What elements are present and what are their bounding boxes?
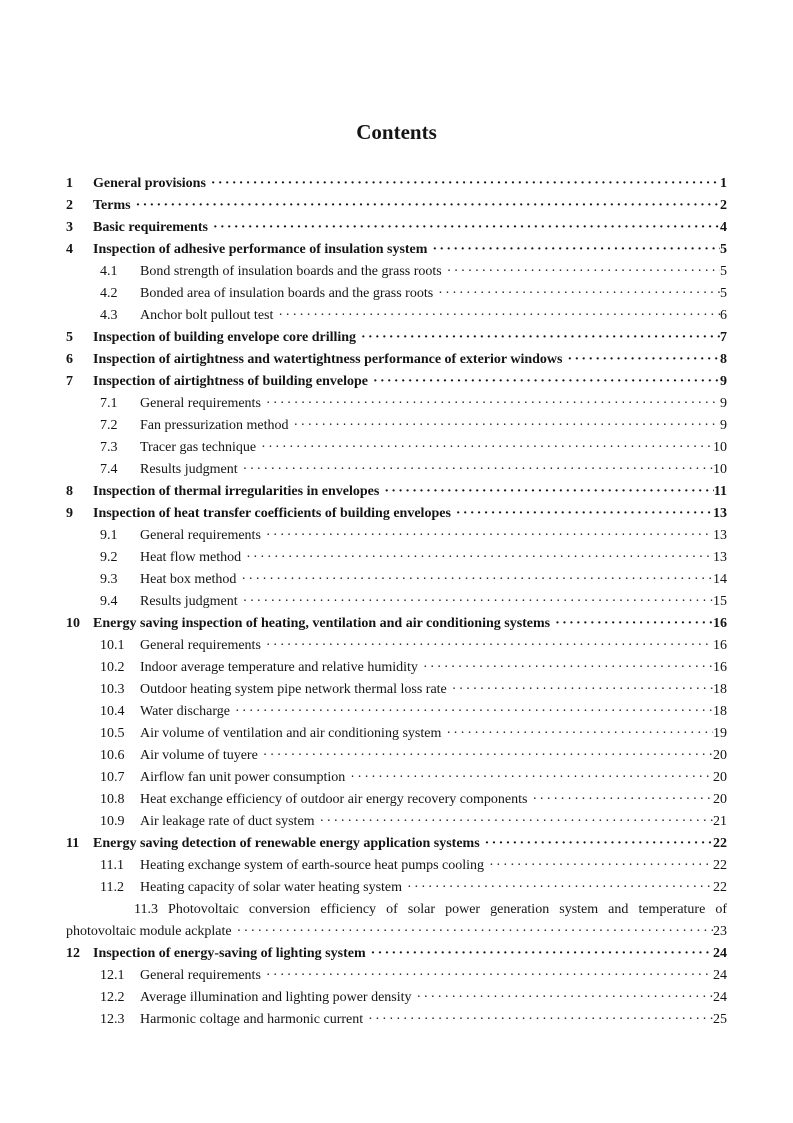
table-of-contents — [66, 173, 727, 1031]
toc-entry-title: Air volume of tuyere — [140, 748, 258, 763]
toc-entry — [66, 173, 727, 195]
dot-leader — [208, 217, 720, 239]
dot-leader — [379, 481, 713, 503]
toc-entry-number: 12.3 — [100, 1012, 125, 1027]
toc-entry-title: Basic requirements — [93, 220, 208, 235]
dot-leader — [527, 789, 713, 811]
dot-leader — [447, 679, 713, 701]
toc-entry — [66, 525, 727, 547]
toc-entry — [66, 547, 727, 569]
toc-entry-number: 4.2 — [100, 286, 118, 301]
toc-entry — [66, 635, 727, 657]
toc-entry-page: 5 — [720, 286, 727, 301]
dot-leader — [480, 833, 713, 855]
toc-entry — [66, 1009, 727, 1031]
toc-entry — [66, 459, 727, 481]
toc-entry-title: Terms — [93, 198, 131, 213]
dot-leader — [206, 173, 720, 195]
toc-entry-number: 10.7 — [100, 770, 125, 785]
toc-entry — [66, 415, 727, 437]
toc-entry — [66, 261, 727, 283]
toc-entry-title: Heating capacity of solar water heating system — [140, 880, 403, 895]
dot-leader — [412, 987, 713, 1009]
toc-entry-title: Heat exchange efficiency of outdoor air energy recovery components — [140, 792, 528, 807]
toc-entry-number: 2 — [66, 198, 73, 213]
toc-entry-title: Airflow fan unit power consumption — [140, 770, 346, 785]
toc-entry — [66, 481, 727, 503]
toc-entry-number: 7.2 — [100, 418, 118, 433]
toc-entry-page: 22 — [713, 858, 727, 873]
toc-entry-number: 12.2 — [100, 990, 125, 1005]
toc-entry — [66, 349, 727, 371]
toc-entry-title: Bond strength of insulation boards and the grass roots — [140, 264, 442, 279]
toc-entry-number: 10.6 — [100, 748, 125, 763]
dot-leader — [230, 701, 713, 723]
toc-entry-page: 21 — [713, 814, 727, 829]
toc-entry-number: 4 — [66, 242, 73, 257]
toc-entry-number: 9.3 — [100, 572, 118, 587]
toc-entry-number: 5 — [66, 330, 73, 345]
toc-entry-page: 13 — [713, 528, 727, 543]
toc-entry — [66, 327, 727, 349]
toc-entry — [66, 987, 727, 1009]
dot-leader — [261, 965, 713, 987]
toc-entry-number: 10.1 — [100, 638, 125, 653]
dot-leader — [356, 327, 720, 349]
toc-entry-page: 22 — [713, 836, 727, 851]
toc-entry-title: Bonded area of insulation boards and the grass roots — [140, 286, 434, 301]
toc-entry-title: Average illumination and lighting power density — [140, 990, 412, 1005]
toc-entry-number: 11.1 — [100, 858, 124, 873]
toc-entry-page: 19 — [713, 726, 727, 741]
toc-entry-number: 1 — [66, 176, 73, 191]
toc-entry-page: 18 — [713, 704, 727, 719]
dot-leader — [433, 283, 720, 305]
toc-entry — [66, 569, 727, 591]
toc-entry-number: 12.1 — [100, 968, 125, 983]
dot-leader — [562, 349, 720, 371]
toc-entry-title: General requirements — [140, 396, 261, 411]
toc-entry-page: 1 — [720, 176, 727, 191]
toc-entry-page: 16 — [713, 638, 727, 653]
toc-entry-title: Results judgment — [140, 462, 238, 477]
toc-entry-number: 7 — [66, 374, 73, 389]
toc-entry — [66, 855, 727, 877]
toc-entry — [66, 833, 727, 855]
toc-entry-title: General provisions — [93, 176, 206, 191]
page-title: Contents — [356, 120, 437, 144]
dot-leader — [451, 503, 713, 525]
toc-entry-page: 6 — [720, 308, 727, 323]
toc-entry — [66, 965, 727, 987]
toc-entry-title: Water discharge — [140, 704, 230, 719]
toc-entry-number: 11.3 — [134, 902, 158, 917]
toc-entry-title: Inspection of adhesive performance of insulation system — [93, 242, 428, 257]
toc-entry — [66, 767, 727, 789]
toc-entry-title: Air leakage rate of duct system — [140, 814, 315, 829]
toc-entry-page: 11 — [713, 484, 727, 499]
toc-entry — [66, 899, 727, 921]
toc-entry-page: 20 — [713, 770, 727, 785]
dot-leader — [289, 415, 720, 437]
toc-entry-title: photovoltaic module ackplate — [66, 924, 232, 939]
toc-entry-number: 10.4 — [100, 704, 125, 719]
toc-entry-number: 11 — [66, 836, 80, 851]
toc-entry-page: 4 — [720, 220, 727, 235]
dot-leader — [418, 657, 713, 679]
toc-entry — [66, 679, 727, 701]
toc-entry-page: 24 — [713, 946, 727, 961]
toc-entry-number: 7.1 — [100, 396, 118, 411]
toc-entry-title: Outdoor heating system pipe network thermal loss rate — [140, 682, 447, 697]
dot-leader — [261, 635, 713, 657]
toc-entry — [66, 701, 727, 723]
dot-leader — [315, 811, 713, 833]
dot-leader — [261, 525, 713, 547]
toc-entry — [66, 877, 727, 899]
toc-entry — [66, 503, 727, 525]
toc-entry-title: Indoor average temperature and relative humidity — [140, 660, 418, 675]
toc-entry-title: Inspection of energy-saving of lighting system — [93, 946, 366, 961]
dot-leader — [232, 921, 713, 943]
dot-leader — [368, 371, 720, 393]
toc-entry-page: 20 — [713, 792, 727, 807]
toc-entry-title: Tracer gas technique — [140, 440, 257, 455]
dot-leader — [484, 855, 713, 877]
toc-entry-page: 7 — [720, 330, 727, 345]
toc-entry-page: 18 — [713, 682, 727, 697]
toc-entry-page: 24 — [713, 990, 727, 1005]
toc-entry-number: 10.9 — [100, 814, 125, 829]
toc-entry-title: Results judgment — [140, 594, 238, 609]
toc-entry — [66, 943, 727, 965]
toc-entry — [66, 613, 727, 635]
toc-entry-title: Inspection of thermal irregularities in envelopes — [93, 484, 380, 499]
toc-entry-page: 13 — [713, 506, 727, 521]
toc-entry — [66, 239, 727, 261]
toc-entry-number: 9.4 — [100, 594, 118, 609]
toc-entry-page: 10 — [713, 462, 727, 477]
dot-leader — [238, 459, 713, 481]
toc-entry-page: 10 — [713, 440, 727, 455]
toc-entry-number: 8 — [66, 484, 73, 499]
dot-leader — [256, 437, 713, 459]
toc-entry-page: 23 — [713, 924, 727, 939]
toc-entry — [66, 723, 727, 745]
dot-leader — [261, 393, 720, 415]
dot-leader — [131, 195, 720, 217]
toc-entry-continuation — [66, 921, 727, 943]
toc-entry-number: 10.8 — [100, 792, 125, 807]
toc-entry-number: 4.3 — [100, 308, 118, 323]
toc-entry-page: 14 — [713, 572, 727, 587]
toc-entry-page: 15 — [713, 594, 727, 609]
toc-entry-title: Energy saving inspection of heating, ventilation and air conditioning systems — [93, 616, 551, 631]
toc-entry-title: Inspection of building envelope core drilling — [93, 330, 357, 345]
dot-leader — [402, 877, 713, 899]
toc-entry — [66, 195, 727, 217]
toc-entry — [66, 591, 727, 613]
toc-entry-title: Heating exchange system of earth-source heat pumps cooling — [140, 858, 485, 873]
toc-entry-page: 5 — [720, 242, 727, 257]
dot-leader — [345, 767, 713, 789]
toc-entry-number: 10.2 — [100, 660, 125, 675]
toc-entry-title: General requirements — [140, 968, 261, 983]
toc-entry-number: 9 — [66, 506, 73, 521]
dot-leader — [258, 745, 713, 767]
dot-leader — [442, 261, 720, 283]
toc-entry-number: 11.2 — [100, 880, 124, 895]
toc-entry-page: 2 — [720, 198, 727, 213]
toc-entry-title: Air volume of ventilation and air conditioning system — [140, 726, 442, 741]
toc-entry-title: Fan pressurization method — [140, 418, 289, 433]
toc-entry-title: Anchor bolt pullout test — [140, 308, 274, 323]
dot-leader — [366, 943, 713, 965]
dot-leader — [427, 239, 720, 261]
toc-entry-page: 22 — [713, 880, 727, 895]
toc-entry-page: 16 — [713, 616, 727, 631]
toc-entry-page: 8 — [720, 352, 727, 367]
toc-entry-number: 4.1 — [100, 264, 118, 279]
toc-entry-number: 7.4 — [100, 462, 118, 477]
toc-entry — [66, 283, 727, 305]
toc-entry — [66, 437, 727, 459]
toc-entry-title: General requirements — [140, 528, 261, 543]
toc-entry-number: 9.2 — [100, 550, 118, 565]
toc-entry-page: 9 — [720, 418, 727, 433]
toc-entry-number: 7.3 — [100, 440, 118, 455]
toc-entry-page: 9 — [720, 396, 727, 411]
toc-entry — [66, 745, 727, 767]
toc-entry-number: 6 — [66, 352, 73, 367]
dot-leader — [238, 591, 713, 613]
toc-entry-title: Inspection of airtightness of building envelope — [93, 374, 368, 389]
toc-entry — [66, 305, 727, 327]
toc-entry-page: 25 — [713, 1012, 727, 1027]
dot-leader — [236, 569, 713, 591]
toc-entry — [66, 371, 727, 393]
toc-entry-title: Heat box method — [140, 572, 237, 587]
toc-entry-number: 9.1 — [100, 528, 118, 543]
toc-entry-number: 12 — [66, 946, 80, 961]
toc-entry-title: Inspection of airtightness and watertightness performance of exterior windows — [93, 352, 563, 367]
toc-entry-page: 5 — [720, 264, 727, 279]
toc-entry-number: 10 — [66, 616, 80, 631]
dot-leader — [363, 1009, 713, 1031]
toc-entry-page: 13 — [713, 550, 727, 565]
dot-leader — [273, 305, 720, 327]
toc-entry-page: 24 — [713, 968, 727, 983]
toc-entry-number: 10.3 — [100, 682, 125, 697]
dot-leader — [441, 723, 713, 745]
toc-entry-page: 16 — [713, 660, 727, 675]
toc-entry-title: General requirements — [140, 638, 261, 653]
toc-entry-title: Harmonic coltage and harmonic current — [140, 1012, 364, 1027]
toc-entry-page: 20 — [713, 748, 727, 763]
dot-leader — [241, 547, 713, 569]
toc-entry-title: Inspection of heat transfer coefficients of building envelopes — [93, 506, 451, 521]
toc-entry — [66, 393, 727, 415]
toc-entry-number: 10.5 — [100, 726, 125, 741]
toc-entry-title: Photovoltaic conversion efficiency of solar power generation system and temperature of — [168, 902, 728, 917]
toc-entry-number: 3 — [66, 220, 73, 235]
toc-entry — [66, 217, 727, 239]
toc-entry-page: 9 — [720, 374, 727, 389]
dot-leader — [550, 613, 713, 635]
toc-entry — [66, 811, 727, 833]
toc-entry — [66, 789, 727, 811]
toc-entry — [66, 657, 727, 679]
toc-entry-title: Heat flow method — [140, 550, 242, 565]
toc-entry-title: Energy saving detection of renewable energy application systems — [93, 836, 480, 851]
